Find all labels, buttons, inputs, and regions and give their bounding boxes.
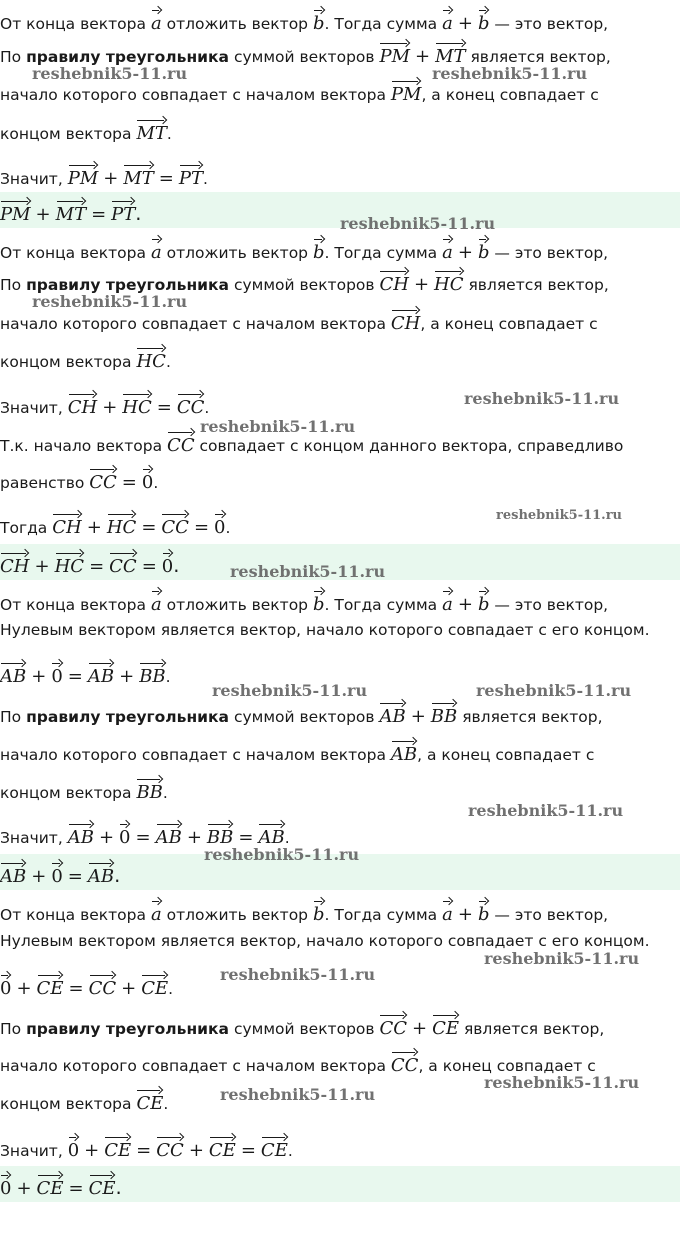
watermark: reshebnik5-11.ru: [212, 681, 368, 700]
since-line-2: Т.к. начало вектора CC совпадает с концом данного вектора, справедливо: [0, 429, 623, 457]
answer-2: CH + HC = CC = 0.: [0, 550, 179, 578]
equality-line-2: равенство CC = 0.: [0, 466, 158, 494]
end-line-3: концом вектора BB.: [0, 776, 168, 804]
start-line-1: начало которого совпадает с началом вектора PM, а конец совпадает с: [0, 78, 599, 106]
rule-line-1: По правилу треугольника суммой векторов PM + MT является вектор,: [0, 40, 611, 68]
end-line-2: концом вектора HC.: [0, 345, 171, 373]
intro-line-3: От конца вектора a отложить вектор b. Тогда сумма a + b — это вектор,: [0, 588, 608, 616]
answer-1: PM + MT = PT.: [0, 198, 142, 226]
watermark: reshebnik5-11.ru: [200, 417, 356, 436]
rule-line-3: По правилу треугольника суммой векторов AB + BB является вектор,: [0, 700, 603, 728]
rule-line-4: По правилу треугольника суммой векторов CC + CE является вектор,: [0, 1012, 604, 1040]
answer-3: AB + 0 = AB.: [0, 860, 120, 888]
watermark: reshebnik5-11.ru: [32, 64, 188, 83]
answer-band-4: [0, 1166, 680, 1202]
start-line-4: начало которого совпадает с началом вектора CC, а конец совпадает с: [0, 1049, 596, 1077]
intro-line-4: От конца вектора a отложить вектор b. Тогда сумма a + b — это вектор,: [0, 898, 608, 926]
conclusion-line-3: Значит, AB + 0 = AB + BB = AB.: [0, 821, 290, 849]
watermark: reshebnik5-11.ru: [468, 801, 624, 820]
end-line-4: концом вектора CE.: [0, 1087, 168, 1115]
then-line-2: Тогда CH + HC = CC = 0.: [0, 511, 230, 539]
watermark: reshebnik5-11.ru: [340, 214, 496, 233]
watermark: reshebnik5-11.ru: [496, 508, 623, 523]
expand-line-4: 0 + CE = CC + CE.: [0, 972, 173, 1000]
watermark: reshebnik5-11.ru: [220, 1085, 376, 1104]
watermark: reshebnik5-11.ru: [220, 965, 376, 984]
watermark: reshebnik5-11.ru: [32, 292, 188, 311]
intro-line-2: От конца вектора a отложить вектор b. Тогда сумма a + b — это вектор,: [0, 236, 608, 264]
watermark: reshebnik5-11.ru: [484, 949, 640, 968]
watermark: reshebnik5-11.ru: [204, 845, 360, 864]
watermark: reshebnik5-11.ru: [432, 64, 588, 83]
watermark: reshebnik5-11.ru: [484, 1073, 640, 1092]
watermark: reshebnik5-11.ru: [464, 389, 620, 408]
zero-def-line-4: Нулевым вектором является вектор, начало которого совпадает с его концом.: [0, 932, 650, 950]
start-line-3: начало которого совпадает с началом вектора AB, а конец совпадает с: [0, 738, 594, 766]
end-line-1: концом вектора MT.: [0, 117, 172, 145]
start-line-2: начало которого совпадает с началом вектора CH, а конец совпадает с: [0, 307, 598, 335]
conclusion-line-1: Значит, PM + MT = PT.: [0, 162, 208, 190]
conclusion-line-4: Значит, 0 + CE = CC + CE = CE.: [0, 1134, 293, 1162]
expand-line-3: AB + 0 = AB + BB.: [0, 660, 171, 688]
rule-line-2: По правилу треугольника суммой векторов CH + HC является вектор,: [0, 268, 609, 296]
watermark: reshebnik5-11.ru: [476, 681, 632, 700]
zero-def-line-3: Нулевым вектором является вектор, начало которого совпадает с его концом.: [0, 621, 650, 639]
conclusion-line-2: Значит, CH + HC = CC.: [0, 391, 209, 419]
answer-4: 0 + CE = CE.: [0, 1172, 122, 1200]
watermark: reshebnik5-11.ru: [230, 562, 386, 581]
intro-line-1: От конца вектора a отложить вектор b. Тогда сумма a + b — это вектор,: [0, 7, 608, 35]
